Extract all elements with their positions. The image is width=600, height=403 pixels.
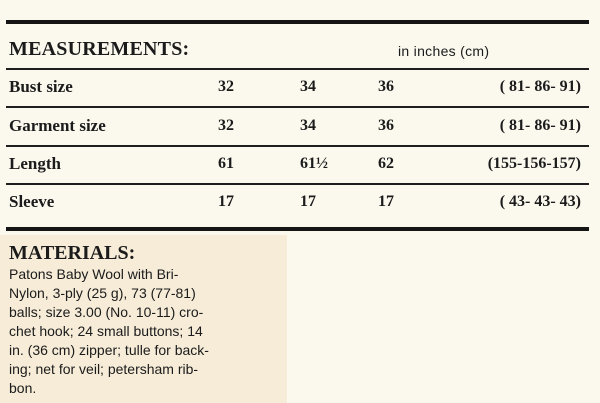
- size-small-value: 32: [218, 117, 234, 134]
- materials-heading: MATERIALS:: [9, 242, 136, 264]
- table-row: [0, 108, 600, 144]
- size-small-value: 17: [218, 193, 234, 210]
- materials-line: in. (36 cm) zipper; tulle for back-: [9, 342, 209, 358]
- row-label: Garment size: [9, 116, 106, 135]
- cm-values: (155-156-157): [487, 155, 581, 172]
- materials-line: balls; size 3.00 (No. 10-11) cro-: [9, 304, 204, 320]
- cm-values: ( 81- 86- 91): [499, 117, 581, 134]
- size-large-value: 17: [378, 193, 394, 210]
- table-row: [0, 69, 600, 105]
- size-medium-value: 61½: [300, 155, 328, 172]
- materials-line: bon.: [9, 380, 37, 396]
- row-label: Length: [9, 154, 61, 173]
- table-row: [0, 146, 600, 182]
- materials-line: chet hook; 24 small buttons; 14: [9, 323, 203, 339]
- measurements-heading: MEASUREMENTS:: [9, 38, 190, 60]
- row-label: Bust size: [9, 77, 73, 96]
- materials-line: Nylon, 3-ply (25 g), 73 (77-81): [9, 285, 196, 301]
- table-row: [0, 184, 600, 220]
- size-large-value: 36: [378, 117, 394, 134]
- size-small-value: 61: [218, 155, 234, 172]
- top-rule: [6, 20, 589, 24]
- bottom-rule: [6, 227, 589, 231]
- cm-values: ( 81- 86- 91): [499, 78, 581, 95]
- materials-line: Patons Baby Wool with Bri-: [9, 266, 179, 282]
- size-medium-value: 17: [300, 193, 316, 210]
- materials-body: [9, 265, 279, 398]
- size-large-value: 36: [378, 78, 394, 95]
- size-medium-value: 34: [300, 117, 316, 134]
- row-label: Sleeve: [9, 192, 55, 211]
- units-note: in inches (cm): [398, 43, 490, 59]
- cm-values: ( 43- 43- 43): [499, 193, 581, 210]
- size-medium-value: 34: [300, 78, 316, 95]
- size-small-value: 32: [218, 78, 234, 95]
- materials-line: ing; net for veil; petersham rib-: [9, 361, 199, 377]
- size-large-value: 62: [378, 155, 394, 172]
